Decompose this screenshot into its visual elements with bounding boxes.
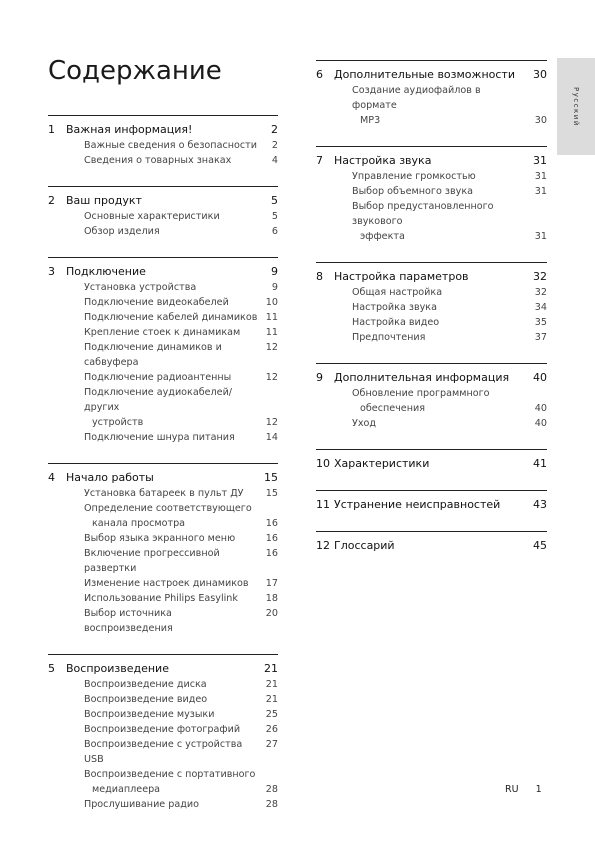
chapter-number: 4 [48,471,55,484]
language-tab-label: Русский [572,86,580,127]
subentry-page: 21 [265,679,278,690]
subentry-page: 9 [271,282,278,293]
subentry-title: Выбор источника воспроизведения [84,608,173,634]
subentry-title: Подключение шнура питания [84,432,235,443]
chapter-page: 40 [533,371,547,384]
subentry-title: Общая настройка [352,287,443,298]
toc-chapter-entry[interactable] [316,153,547,169]
toc-section [316,146,547,244]
subentry-page: 31 [534,186,547,197]
toc-chapter-entry[interactable] [48,661,278,677]
toc-chapter-entry[interactable] [48,264,278,280]
toc-subentry[interactable] [48,692,278,707]
chapter-title: Важная информация! [66,123,193,136]
chapter-number: 7 [316,154,323,167]
toc-chapter-entry[interactable] [316,370,547,386]
toc-chapter-entry[interactable] [316,67,547,83]
chapter-page: 2 [271,123,278,136]
subentry-title: Прослушивание радио [84,799,199,810]
subentry-title: Изменение настроек динамиков [84,578,249,589]
subentry-page: 31 [534,171,547,182]
toc-subentry[interactable] [48,797,278,812]
toc-section [48,257,278,445]
subentry-page: 30 [534,115,547,126]
subentry-title: Выбор объемного звука [352,186,473,197]
subentry-page: 10 [265,297,278,308]
subentry-page: 32 [534,287,547,298]
chapter-number: 11 [316,498,330,511]
chapter-page: 15 [264,471,278,484]
subentry-title: Включение прогрессивной развертки [84,548,220,574]
subentry-page: 16 [265,518,278,529]
toc-subentry[interactable] [48,737,278,767]
subentry-page: 25 [265,709,278,720]
toc-subentry[interactable] [48,677,278,692]
chapter-page: 43 [533,498,547,511]
toc-chapter-entry[interactable] [48,122,278,138]
toc-chapter-entry[interactable] [316,269,547,285]
toc-subentry[interactable] [316,401,547,416]
subentry-page: 18 [265,593,278,604]
toc-subentry[interactable] [316,285,547,300]
toc-subentry[interactable] [48,280,278,295]
toc-subentry[interactable] [316,330,547,345]
toc-chapter-entry[interactable] [316,497,547,513]
chapter-number: 2 [48,194,55,207]
subentry-title: Использование Philips Easylink [84,593,238,604]
chapter-number: 10 [316,457,330,470]
subentry-title: Установка батареек в пульт ДУ [84,488,244,499]
subentry-title: Обзор изделия [84,226,160,237]
toc-section [316,490,547,513]
subentry-page: 21 [265,694,278,705]
subentry-title: Воспроизведение музыки [84,709,215,720]
toc-subentry[interactable] [48,531,278,546]
toc-section [48,186,278,239]
toc-subentry[interactable] [48,340,278,370]
subentry-page: 14 [265,432,278,443]
toc-subentry[interactable] [48,138,278,153]
chapter-title: Настройка параметров [334,270,469,283]
subentry-title: Воспроизведение с устройства USB [84,739,243,765]
toc-subentry[interactable] [316,169,547,184]
chapter-number: 12 [316,539,330,552]
subentry-page: 15 [265,488,278,499]
toc-chapter-entry[interactable] [48,193,278,209]
subentry-title: Настройка звука [352,302,437,313]
subentry-title: Управление громкостью [352,171,476,182]
toc-subentry[interactable] [48,576,278,591]
chapter-number: 1 [48,123,55,136]
subentry-title: Подключение аудиокабелей/других [84,387,233,413]
toc-subentry[interactable] [48,295,278,310]
subentry-title: эффекта [360,231,405,242]
toc-subentry[interactable] [48,722,278,737]
subentry-page: 12 [265,417,278,428]
subentry-page: 16 [265,548,278,559]
chapter-page: 31 [533,154,547,167]
subentry-page: 26 [265,724,278,735]
subentry-page: 11 [265,327,278,338]
toc-section [48,654,278,812]
toc-chapter-entry[interactable] [316,538,547,554]
page-number: 1 [535,784,542,795]
chapter-number: 9 [316,371,323,384]
footer-language: RU [505,784,519,795]
chapter-page: 21 [264,662,278,675]
chapter-page: 41 [533,457,547,470]
subentry-title: устройств [92,417,144,428]
chapter-page: 5 [271,194,278,207]
subentry-title: Создание аудиофайлов в формате [352,85,481,111]
chapter-title: Дополнительные возможности [334,68,515,81]
subentry-page: 27 [265,739,278,750]
toc-subentry[interactable] [48,153,278,168]
toc-subentry[interactable] [316,300,547,315]
page-title: Содержание [48,56,222,86]
toc-section [48,115,278,168]
subentry-page: 12 [265,342,278,353]
subentry-page: 31 [534,231,547,242]
subentry-title: Предпочтения [352,332,426,343]
toc-subentry[interactable] [48,385,278,415]
chapter-title: Дополнительная информация [334,371,510,384]
chapter-page: 32 [533,270,547,283]
chapter-page: 45 [533,539,547,552]
subentry-page: 11 [265,312,278,323]
chapter-page: 9 [271,265,278,278]
toc-section [316,531,547,554]
chapter-title: Подключение [66,265,146,278]
toc-subentry[interactable] [48,606,278,636]
toc-subentry[interactable] [48,546,278,576]
chapter-title: Характеристики [334,457,430,470]
subentry-title: Определение соответствующего [84,503,252,514]
chapter-number: 6 [316,68,323,81]
subentry-page: 40 [534,403,547,414]
chapter-title: Настройка звука [334,154,432,167]
toc-subentry[interactable] [48,430,278,445]
toc-subentry[interactable] [48,501,278,516]
toc-section [48,463,278,636]
toc-right-column [316,60,547,572]
subentry-page: 28 [265,784,278,795]
subentry-page: 28 [265,799,278,810]
subentry-page: 20 [265,608,278,619]
subentry-title: Сведения о товарных знаках [84,155,232,166]
subentry-page: 4 [271,155,278,166]
toc-subentry[interactable] [48,782,278,797]
chapter-page: 30 [533,68,547,81]
subentry-title: Обновление программного [352,388,490,399]
toc-subentry[interactable] [316,315,547,330]
toc-subentry[interactable] [48,415,278,430]
subentry-title: Подключение динамиков и сабвуфера [84,342,222,368]
subentry-title: Крепление стоек к динамикам [84,327,241,338]
subentry-title: Уход [352,418,377,429]
toc-subentry[interactable] [48,767,278,782]
subentry-title: Воспроизведение диска [84,679,207,690]
subentry-title: Основные характеристики [84,211,220,222]
subentry-page: 6 [271,226,278,237]
subentry-title: Подключение кабелей динамиков [84,312,258,323]
page-footer [505,784,542,795]
subentry-title: Выбор языка экранного меню [84,533,236,544]
subentry-title: Воспроизведение видео [84,694,208,705]
subentry-page: 17 [265,578,278,589]
chapter-number: 5 [48,662,55,675]
toc-left-column [48,115,278,830]
toc-subentry[interactable] [48,325,278,340]
subentry-title: Установка устройства [84,282,197,293]
chapter-number: 3 [48,265,55,278]
subentry-title: Воспроизведение фотографий [84,724,241,735]
subentry-page: 35 [534,317,547,328]
subentry-page: 40 [534,418,547,429]
subentry-page: 2 [271,140,278,151]
toc-subentry[interactable] [48,486,278,501]
toc-chapter-entry[interactable] [316,456,547,472]
subentry-page: 12 [265,372,278,383]
toc-subentry[interactable] [316,113,547,128]
chapter-title: Устранение неисправностей [334,498,501,511]
toc-chapter-entry[interactable] [48,470,278,486]
toc-subentry[interactable] [316,83,547,113]
toc-subentry[interactable] [316,184,547,199]
subentry-title: Подключение видеокабелей [84,297,229,308]
language-tab [557,58,595,155]
subentry-title: MP3 [360,115,381,126]
toc-section [316,363,547,431]
toc-subentry[interactable] [48,310,278,325]
chapter-title: Глоссарий [334,539,395,552]
subentry-title: Важные сведения о безопасности [84,140,257,151]
subentry-title: Подключение радиоантенны [84,372,232,383]
toc-subentry[interactable] [316,386,547,401]
toc-subentry[interactable] [48,516,278,531]
toc-subentry[interactable] [48,209,278,224]
chapter-title: Ваш продукт [66,194,142,207]
chapter-title: Начало работы [66,471,154,484]
chapter-title: Воспроизведение [66,662,169,675]
subentry-title: медиаплеера [92,784,161,795]
subentry-title: Выбор предустановленного звукового [352,201,494,227]
toc-subentry[interactable] [316,199,547,229]
subentry-title: обеспечения [360,403,425,414]
toc-subentry[interactable] [48,370,278,385]
toc-subentry[interactable] [316,416,547,431]
subentry-title: Воспроизведение с портативного [84,769,256,780]
subentry-page: 34 [534,302,547,313]
chapter-number: 8 [316,270,323,283]
toc-section [316,449,547,472]
toc-subentry[interactable] [48,224,278,239]
toc-subentry[interactable] [48,591,278,606]
toc-subentry[interactable] [48,707,278,722]
toc-subentry[interactable] [316,229,547,244]
toc-section [316,262,547,345]
toc-section [316,60,547,128]
subentry-title: Настройка видео [352,317,440,328]
subentry-page: 5 [271,211,278,222]
subentry-page: 16 [265,533,278,544]
subentry-page: 37 [534,332,547,343]
subentry-title: канала просмотра [92,518,186,529]
